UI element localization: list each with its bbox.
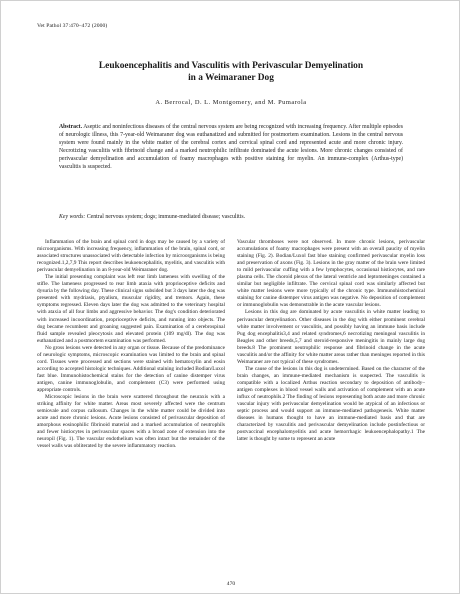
abstract-label: Abstract. <box>59 124 83 130</box>
paragraph: Lesions in this dog are dominated by acute vasculitis in white matter leading to perivascular demyelination. Other diseases in the dog with either prominent cerebral white matter involvement or vasculitis, and possibly having an immune basis include Pug dog encephalitis3,4 and related syndromes,6 necrotizing meningeal vasculitis in Beagles and other breeds,5,7 and steroid-responsive meningitis in mainly large dog breeds.8 The prominent neutrophilic response and fibrinoid change in the acute vasculitis and/or the affinity for white matter areas rather than meninges reported in this Weimaraner are not typical of these syndromes. <box>237 309 425 365</box>
paragraph: Microscopic lesions in the brain were scattered throughout the neuraxis with a striking affinity for white matter. Areas most severely affected were the centrum semiovale and corpus callosum. Changes in the white matter could be divided into acute and more chronic lesions. Acute lesions consisted of perivascular deposition of amorphous eosinophilic fibrinoid material and a marked accumulation of neutrophils and fewer histiocytes in perivascular spaces with a broad zone of extension into the neuropil (Fig. 1). The vascular endothelium was often intact but the remainder of the vessel walls was obliterated by the severe inflammatory reaction. <box>37 394 225 450</box>
page-number: 470 <box>226 581 236 587</box>
keywords <box>59 213 403 221</box>
paragraph: Vascular thromboses were not observed. In more chronic lesions, perivascular accumulations of foamy macrophages were present with an overall paucity of myelin staining (Fig. 2). Bodian/Luxol fast blue staining confirmed perivascular myelin loss and preservation of axons (Fig. 3). Lesions in the gray matter of the brain were limited to mild perivascular cuffing with a few lymphocytes, occasional histiocytes, and rare plasma cells. The choroid plexus of the lateral ventricle and leptomeninges contained a similar but negligible infiltrate. The cervical spinal cord was similarly affected but white matter lesions were more typically of the chronic type. Immunohistochemical staining for canine distemper virus antigen was negative. No deposition of complement or immunoglobulin was demonstrable in the acute vascular lesions. <box>237 239 425 309</box>
abstract-text: Aseptic and noninfectious diseases of the central nervous system are being recognized with increasing frequency. After multiple episodes of neurologic illness, this 7-year-old Weimaraner dog was euthanatized and submitted for postmortem examination. Lesions in the central nervous system were found mainly in the white matter of the cerebral cortex and cervical spinal cord and represented acute and more chronic injury. Necrotizing vasculitis with fibrinoid change and a marked neutrophilic infiltrate dominated the acute lesions. More chronic changes consisted of perivascular demyelination and accumulation of foamy macrophages with positive staining for myelin. An immune-complex (Arthus-type) vasculitis is suspected. <box>59 124 403 171</box>
title-line-1: Leukoencephalitis and Vasculitis with Perivascular Demyelination <box>98 61 364 71</box>
paragraph: The cause of the lesions in this dog is undetermined. Based on the character of the brain changes, an immune-mediated mechanism is suspected. The vasculitis is compatible with a localized Arthus reaction secondary to deposition of antibody–antigen complexes in blood vessel walls and activation of complement with an acute influx of neutrophils.2 The finding of lesions representing both acute and more chronic vascular injury with perivascular demyelination would be atypical of an infectious or septic process and would support an immune-mediated pathogenesis. White matter diseases in humans thought to have an immune-mediated basis and that are characterized by vasculitis and perivascular demyelination include postinfectious or postvaccinal encephalomyelitis and acute hemorrhagic leukoencephalopathy.1 The latter is thought by some to represent an acute <box>237 365 425 443</box>
title-line-2: in a Weimaraner Dog <box>188 73 274 83</box>
right-column <box>237 239 425 573</box>
body-columns <box>37 239 425 573</box>
paragraph: The initial presenting complaint was left rear limb lameness with swelling of the stifle. The lameness progressed to rear limb ataxia with proprioceptive deficits and dysuria by the following day. These clinical signs subsided but 3 days later the dog was presented with mydriasis, ptyalism, muscular rigidity, and tremors. Again, these symptoms regressed. Eleven days later the dog was admitted to the veterinary hospital with ataxia of all four limbs and aggressive behavior. The dog's condition deteriorated with increased incoordination, proprioceptive deficits, and running into objects. The dog became recumbent and groaning suggested pain. Examination of a cerebrospinal fluid sample revealed pleocytosis and elevated protein (109 mg/dl). The dog was euthanatized and a postmortem examination was performed. <box>37 274 225 344</box>
left-column <box>37 239 225 573</box>
article-title <box>41 60 421 84</box>
paragraph: Inflammation of the brain and spinal cord in dogs may be caused by a variety of microorganisms. With increasing frequency, inflammation of the brain, spinal cord, or associated structures unassociated with detectable infection by microorganisms is being recognized.1,2,7,9 This report describes leukoencephalitis, myelitis, and vasculitis with perivascular demyelination in an 8-year-old Weimaraner dog. <box>37 239 225 274</box>
keywords-text: Central nervous system; dogs; immune-mediated disease; vasculitis. <box>86 214 246 220</box>
paragraph: No gross lesions were detected in any organ or tissue. Because of the predominance of neurologic symptoms, microscopic examination was limited to the brain and spinal cord. Tissues were processed and sections were stained with hematoxylin and eosin according to accepted histologic techniques. Additional staining included Bodian/Luxol fast blue. Immunohistochemical stains for the detection of canine distemper virus antigen, canine immunoglobulin, and complement (C3) were performed using appropriate controls. <box>37 344 225 393</box>
journal-reference: Vet Pathol 37:470–472 (2000) <box>37 23 108 29</box>
abstract <box>59 123 403 172</box>
keywords-label: Key words: <box>59 214 86 220</box>
author-list: A. Berrocal, D. L. Montgomery, and M. Pumarola <box>155 99 307 106</box>
